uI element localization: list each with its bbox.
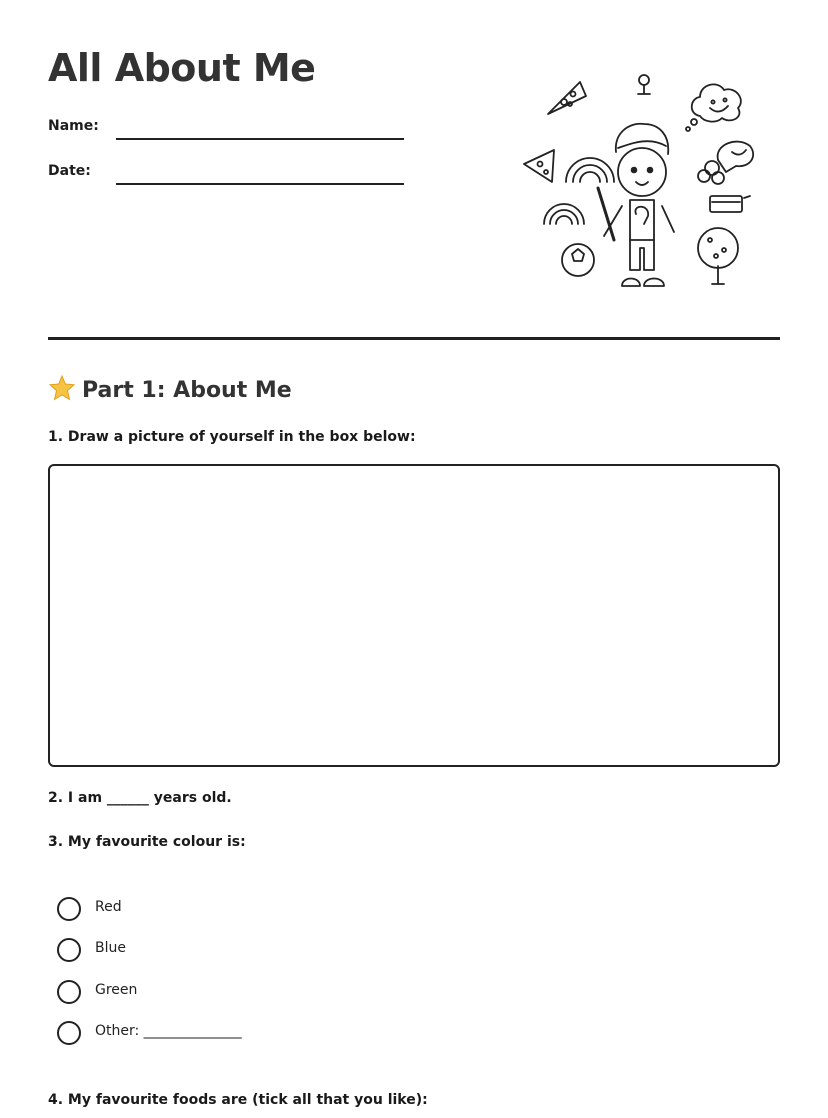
speech-bubble-icon: [718, 142, 754, 172]
section-divider: [48, 337, 780, 340]
question-2: 2. I am ______ years old.: [48, 790, 232, 806]
colour-option-green[interactable]: [57, 980, 307, 1004]
option-label: Other: ______________: [95, 1023, 242, 1039]
colour-option-red[interactable]: [57, 897, 307, 921]
question-3: 3. My favourite colour is:: [48, 834, 246, 850]
part-1-heading: [48, 374, 292, 403]
child-illustration: [518, 64, 758, 304]
smiley-cloud-icon: [686, 84, 741, 131]
boy-figure-icon: [598, 124, 674, 286]
radio-circle[interactable]: [57, 980, 81, 1004]
option-label: Red: [95, 899, 122, 915]
name-field[interactable]: [48, 118, 408, 142]
pizza-slice-icon: [548, 82, 586, 114]
option-label: Blue: [95, 940, 126, 956]
tree-icon: [698, 228, 738, 284]
radio-circle[interactable]: [57, 897, 81, 921]
rainbow-icon: [566, 158, 614, 182]
name-write-line[interactable]: [116, 138, 404, 140]
date-label: Date:: [48, 163, 91, 179]
soccer-ball-icon: [562, 244, 594, 276]
colour-option-blue[interactable]: [57, 938, 307, 962]
date-write-line[interactable]: [116, 183, 404, 185]
question-4: 4. My favourite foods are (tick all that you like):: [48, 1092, 428, 1108]
flower-icon: [638, 75, 650, 94]
pizza-slice-icon: [524, 150, 554, 182]
part-1-heading-text: Part 1: About Me: [82, 378, 292, 403]
self-portrait-drawing-box[interactable]: [48, 464, 780, 767]
lunchbox-icon: [710, 196, 750, 212]
page-title: All About Me: [48, 46, 316, 90]
colour-option-other[interactable]: [57, 1021, 307, 1045]
star-icon: [48, 374, 76, 402]
date-field[interactable]: [48, 163, 408, 187]
name-label: Name:: [48, 118, 99, 134]
radio-circle[interactable]: [57, 1021, 81, 1045]
option-label: Green: [95, 982, 138, 998]
radio-circle[interactable]: [57, 938, 81, 962]
rainbow-icon: [544, 204, 584, 224]
question-1: 1. Draw a picture of yourself in the box below:: [48, 429, 416, 445]
